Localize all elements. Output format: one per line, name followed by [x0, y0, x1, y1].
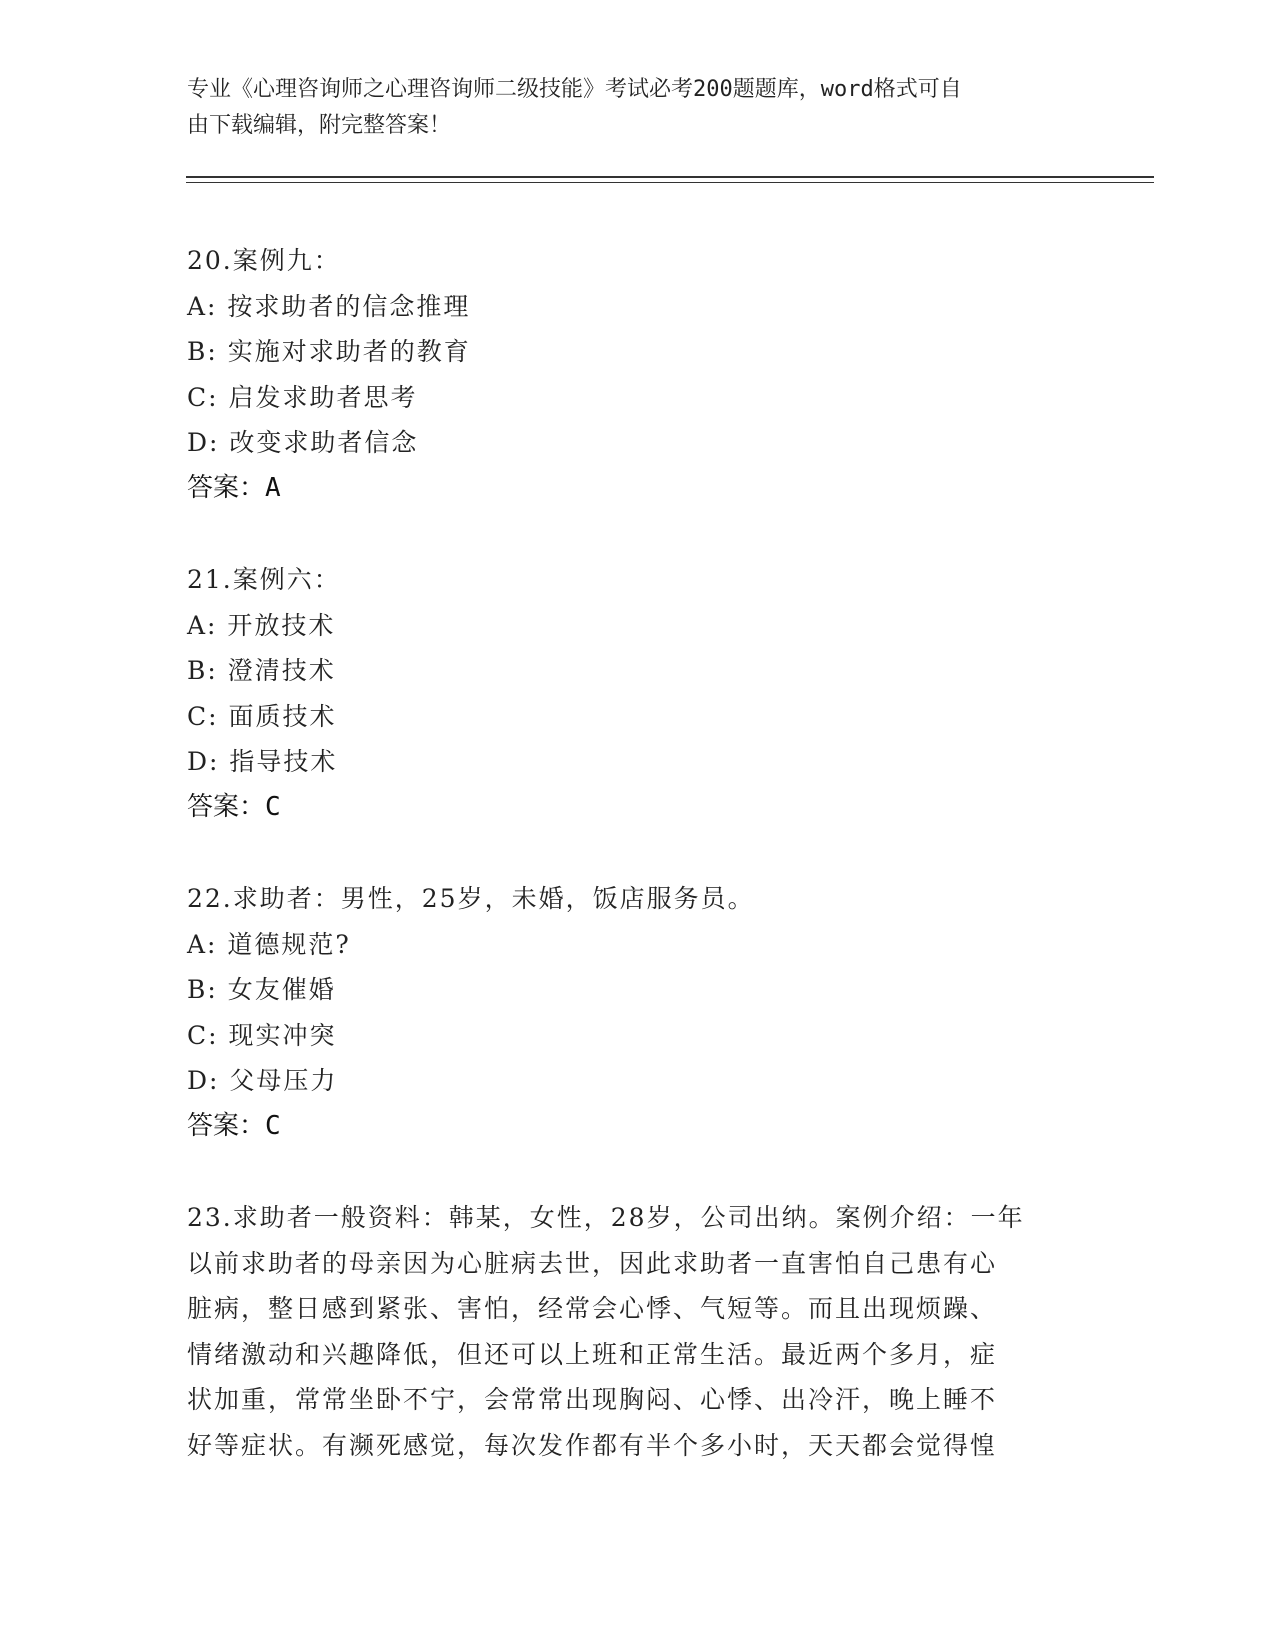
header-line-2: 由下载编辑，附完整答案！ [187, 113, 452, 138]
option-d: D: 父母压力 [187, 1066, 338, 1095]
question-23-line-4: 情绪激动和兴趣降低，但还可以上班和正常生活。最近两个多月，症 [187, 1339, 998, 1369]
option-d: D: 指导技术 [187, 747, 338, 776]
option-c: C: 启发求助者思考 [187, 382, 418, 412]
question-22 [187, 876, 1087, 1149]
answer-line [187, 466, 1087, 512]
header-line-1: 专业《心理咨询师之心理咨询师二级技能》考试必考200题题库，word格式可自 [187, 77, 962, 102]
header-divider-thick [186, 176, 1154, 178]
option-b: B: 实施对求助者的教育 [187, 337, 471, 366]
question-21 [187, 557, 1087, 830]
question-23-line-1: 23.求助者一般资料：韩某，女性，28岁，公司出纳。案例介绍：一年 [187, 1203, 1025, 1232]
answer-label: 答案： [187, 791, 266, 822]
option-a: A: 道德规范? [187, 929, 351, 959]
answer-line [187, 1104, 1087, 1150]
question-23-line-3: 脏病，整日感到紧张、害怕，经常会心悸、气短等。而且出现烦躁、 [187, 1294, 998, 1323]
question-stem: 22.求助者：男性，25岁，未婚，饭店服务员。 [187, 884, 755, 913]
header-divider-thin [186, 182, 1154, 183]
question-20 [187, 238, 1087, 511]
question-stem: 21.案例六： [187, 565, 341, 594]
question-23-line-6: 好等症状。有濒死感觉，每次发作都有半个多小时，天天都会觉得惶 [187, 1430, 998, 1460]
answer-value: A [265, 472, 281, 503]
option-b: B: 澄清技术 [187, 656, 336, 685]
question-23-line-5: 状加重，常常坐卧不宁，会常常出现胸闷、心悸、出冷汗，晚上睡不 [187, 1385, 998, 1414]
document-header [187, 72, 1067, 144]
option-d: D: 改变求助者信念 [187, 428, 419, 457]
option-c: C: 面质技术 [187, 701, 337, 731]
option-a: A: 按求助者的信念推理 [187, 291, 471, 321]
option-b: B: 女友催婚 [187, 975, 336, 1004]
question-23-line-2: 以前求助者的母亲因为心脏病去世，因此求助者一直害怕自己患有心 [187, 1248, 998, 1278]
question-list [187, 238, 1087, 1468]
answer-line [187, 785, 1087, 831]
option-a: A: 开放技术 [187, 610, 336, 640]
answer-label: 答案： [187, 1110, 266, 1141]
answer-value: C [265, 1110, 281, 1141]
option-c: C: 现实冲突 [187, 1020, 337, 1050]
question-23 [187, 1195, 1077, 1468]
answer-label: 答案： [187, 472, 266, 503]
question-stem: 20.案例九： [187, 246, 341, 275]
answer-value: C [265, 791, 281, 822]
